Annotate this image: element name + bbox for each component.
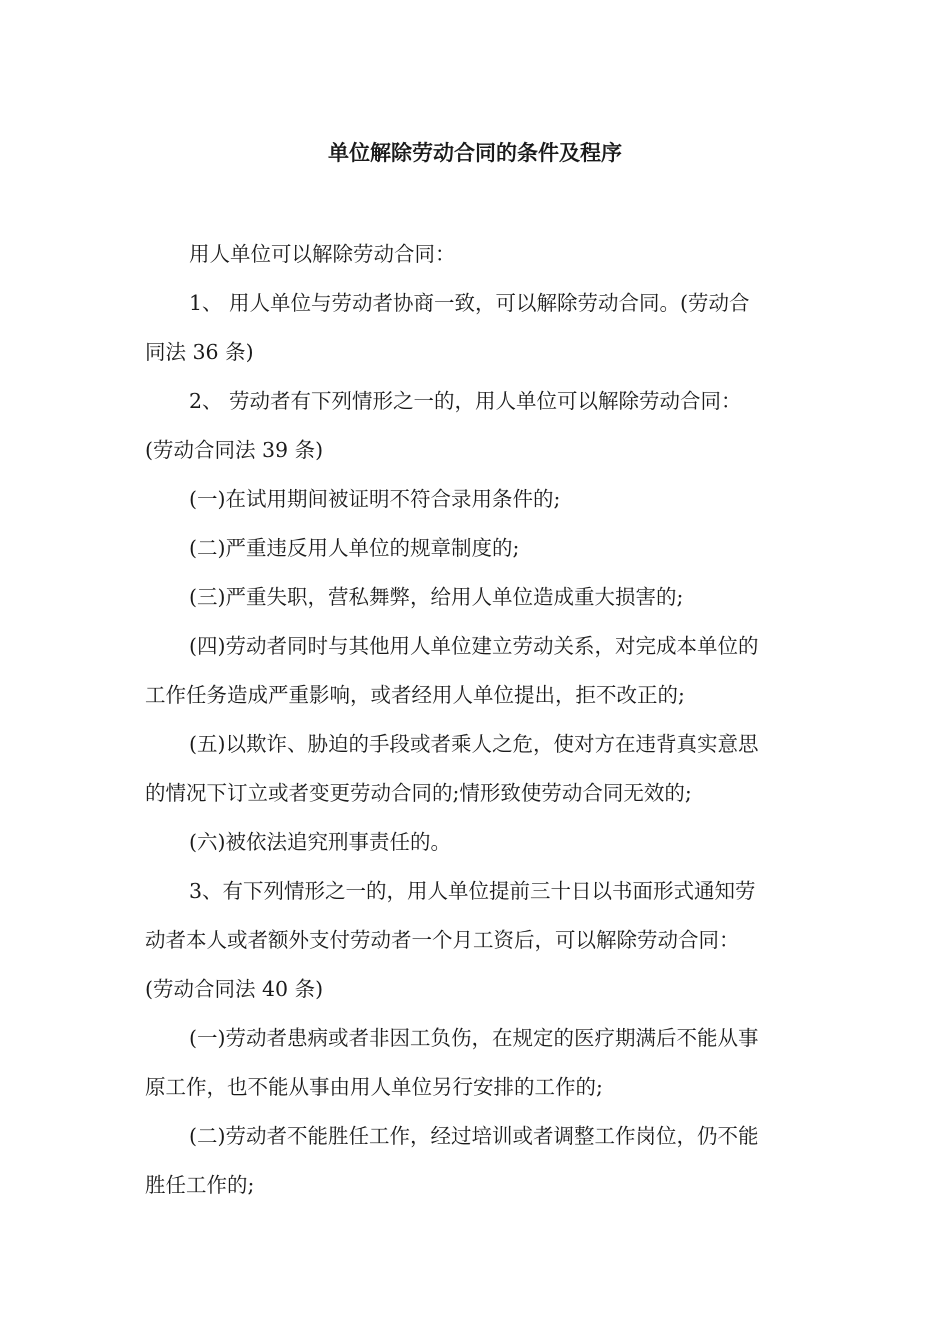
- paragraph: [145, 867, 807, 1014]
- paragraph-line: (一)在试用期间被证明不符合录用条件的;: [189, 487, 561, 511]
- paragraph: [145, 475, 807, 524]
- paragraph-line: (劳动合同法 40 条): [145, 977, 324, 1001]
- paragraph: [145, 279, 807, 377]
- document-body: [145, 230, 807, 1210]
- paragraph-line: 3、有下列情形之一的，用人单位提前三十日以书面形式通知劳: [189, 879, 756, 903]
- paragraph-line: 胜任工作的;: [145, 1173, 255, 1197]
- paragraph-line: 动者本人或者额外支付劳动者一个月工资后，可以解除劳动合同：: [145, 928, 740, 952]
- paragraph: [145, 818, 807, 867]
- paragraph-line: (三)严重失职，营私舞弊，给用人单位造成重大损害的;: [189, 585, 684, 609]
- paragraph-line: (二)劳动者不能胜任工作，经过培训或者调整工作岗位，仍不能: [189, 1124, 759, 1148]
- paragraph: [145, 230, 807, 279]
- paragraph-line: (四)劳动者同时与其他用人单位建立劳动关系，对完成本单位的: [189, 634, 759, 658]
- paragraph-line: 工作任务造成严重影响，或者经用人单位提出，拒不改正的;: [145, 683, 685, 707]
- paragraph: [145, 524, 807, 573]
- paragraph-line: 原工作，也不能从事由用人单位另行安排的工作的;: [145, 1075, 603, 1099]
- paragraph-line: 的情况下订立或者变更劳动合同的;情形致使劳动合同无效的;: [145, 781, 692, 805]
- paragraph-line: 用人单位可以解除劳动合同：: [189, 242, 456, 266]
- paragraph-line: (五)以欺诈、胁迫的手段或者乘人之危，使对方在违背真实意思: [189, 732, 759, 756]
- paragraph-line: (一)劳动者患病或者非因工负伤，在规定的医疗期满后不能从事: [189, 1026, 759, 1050]
- paragraph: [145, 377, 807, 475]
- document-title: 单位解除劳动合同的条件及程序: [328, 140, 622, 165]
- paragraph-line: 2、 劳动者有下列情形之一的，用人单位可以解除劳动合同：: [189, 389, 742, 413]
- paragraph-line: 同法 36 条): [145, 340, 254, 364]
- paragraph: [145, 622, 807, 720]
- paragraph-line: (二)严重违反用人单位的规章制度的;: [189, 536, 520, 560]
- paragraph-line: (六)被依法追究刑事责任的。: [189, 830, 451, 854]
- paragraph: [145, 573, 807, 622]
- paragraph: [145, 1112, 807, 1210]
- paragraph: [145, 720, 807, 818]
- paragraph-line: (劳动合同法 39 条): [145, 438, 324, 462]
- paragraph-line: 1、 用人单位与劳动者协商一致，可以解除劳动合同。(劳动合: [189, 291, 750, 315]
- paragraph: [145, 1014, 807, 1112]
